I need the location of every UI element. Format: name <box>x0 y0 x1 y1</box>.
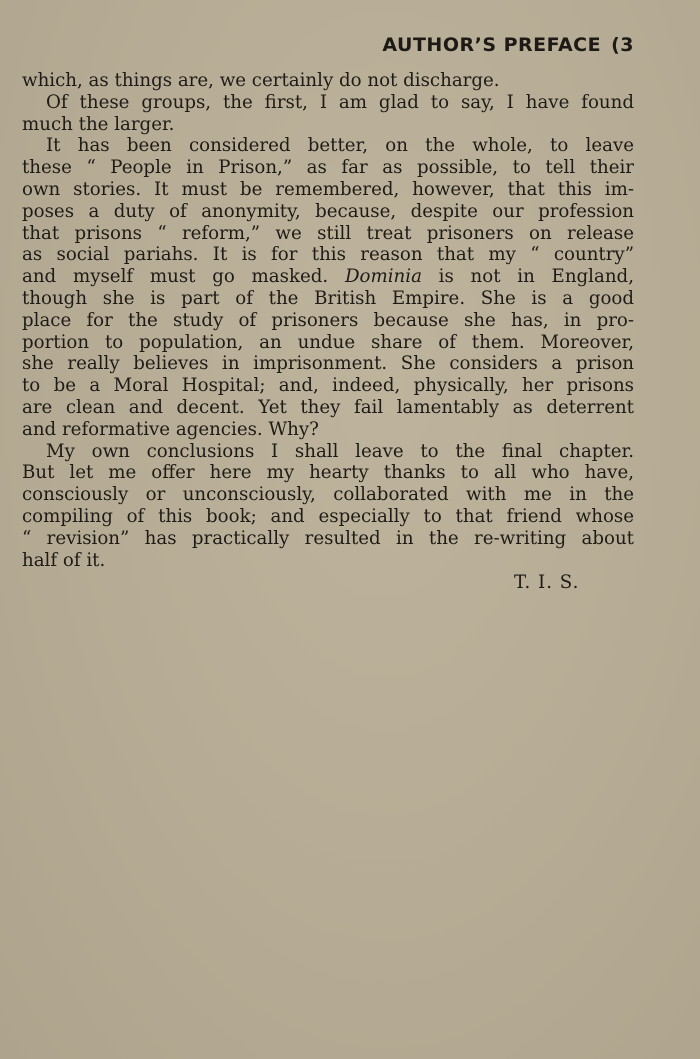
italic-name: Dominia <box>344 266 422 288</box>
header-title: AUTHOR’S PREFACE <box>382 34 602 56</box>
text-line: though she is part of the British Empire. She is a good <box>22 287 634 309</box>
page-number: (3 <box>611 34 634 56</box>
text-line: that prisons “ reform,” we still treat prisoners on release <box>22 222 634 244</box>
text-line: are clean and decent. Yet they fail lamentably as deterrent <box>22 396 634 418</box>
text-line: Of these groups, the first, I am glad to say, I have found <box>46 91 634 113</box>
text-line: But let me offer here my hearty thanks to all who have, <box>22 462 634 484</box>
author-initials: T. I. S. <box>514 572 580 593</box>
text-line: It has been considered better, on the whole, to leave <box>46 135 634 157</box>
text-line: half of it. <box>22 549 106 571</box>
text-line-part: is not in England, <box>421 266 634 288</box>
text-line: portion to population, an undue share of them. Moreover, <box>22 331 634 353</box>
text-line: which, as things are, we certainly do not discharge. <box>22 70 500 91</box>
text-line: consciously or unconsciously, collaborated with me in the <box>22 484 634 506</box>
text-line: much the larger. <box>22 113 175 135</box>
text-line: to be a Moral Hospital; and, indeed, physically, her prisons <box>22 375 634 397</box>
text-line-part: and myself must go masked. <box>22 266 329 288</box>
text-line: compiling of this book; and especially to that friend whose <box>22 505 634 527</box>
text-line: place for the study of prisoners because she has, in pro- <box>22 309 634 331</box>
text-line <box>22 266 634 288</box>
preface-text <box>22 70 634 571</box>
text-line: own stories. It must be remembered, however, that this im- <box>22 178 634 200</box>
running-header <box>382 34 634 56</box>
text-line: these “ People in Prison,” as far as possible, to tell their <box>22 157 634 179</box>
text-line: My own conclusions I shall leave to the final chapter. <box>46 440 634 462</box>
text-line: she really believes in imprisonment. She considers a prison <box>22 353 634 375</box>
text-line: poses a duty of anonymity, because, despite our profession <box>22 200 634 222</box>
text-line: as social pariahs. It is for this reason that my “ country” <box>22 244 634 266</box>
text-line: and reformative agencies. Why? <box>22 418 319 440</box>
text-line: “ revision” has practically resulted in the re-writing about <box>22 527 634 549</box>
